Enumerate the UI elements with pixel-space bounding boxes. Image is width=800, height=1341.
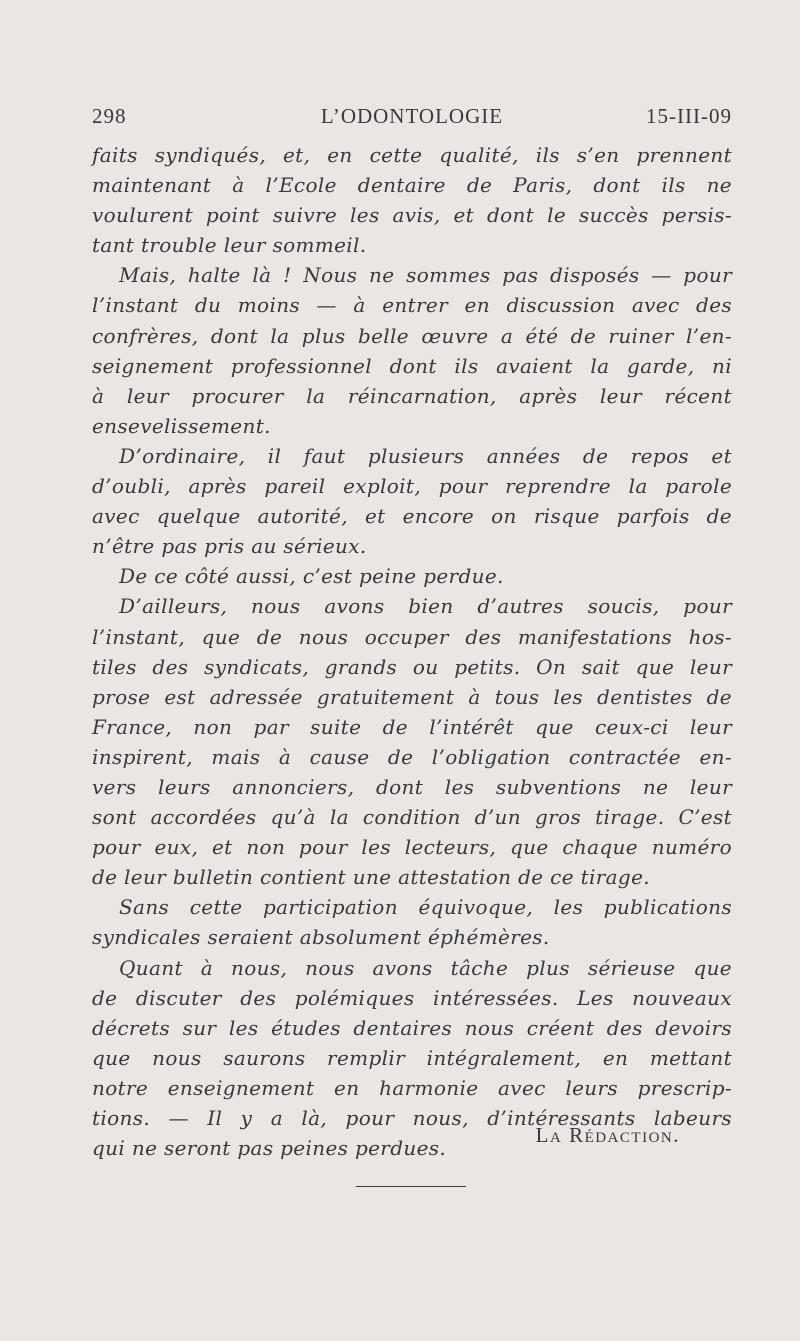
- text-line: à leur procurer la réincarnation, après leur récent: [92, 383, 732, 408]
- text-line: d’oubli, après pareil exploit, pour reprendre la parole: [92, 474, 732, 499]
- article-text: [92, 140, 732, 1163]
- signature: La Rédaction.: [535, 1123, 680, 1147]
- text-line: confrères, dont la plus belle œuvre a été de ruiner l’en-: [92, 323, 732, 348]
- paragraph-first-line: Mais, halte là ! Nous ne sommes pas disposés — pour: [119, 263, 732, 288]
- text-line: pour eux, et non pour les lecteurs, que chaque numéro: [92, 835, 732, 860]
- text-line: maintenant à l’Ecole dentaire de Paris, dont ils ne: [92, 173, 732, 198]
- paragraph-first-line: Quant à nous, nous avons tâche plus sérieuse que: [119, 955, 732, 980]
- text-line: voulurent point suivre les avis, et dont le succès persis-: [92, 203, 732, 228]
- text-line: l’instant du moins — à entrer en discussion avec des: [92, 293, 732, 318]
- page-header: [92, 104, 732, 134]
- paragraph-first-line: D’ordinaire, il faut plusieurs années de repos et: [119, 443, 732, 468]
- text-line: ensevelissement.: [92, 413, 271, 438]
- issue-date: 15-III-09: [646, 104, 732, 128]
- text-line: de discuter des polémiques intéressées. Les nouveaux: [92, 985, 732, 1010]
- text-line: n’être pas pris au sérieux.: [92, 534, 367, 559]
- running-title: L’ODONTOLOGIE: [320, 104, 504, 128]
- text-line: notre enseignement en harmonie avec leurs prescrip-: [92, 1075, 732, 1100]
- text-line: tiles des syndicats, grands ou petits. On sait que leur: [92, 654, 732, 679]
- text-line: tant trouble leur sommeil.: [92, 233, 367, 258]
- text-line: France, non par suite de l’intérêt que ceux-ci leur: [92, 714, 732, 739]
- text-line: vers leurs annonciers, dont les subventions ne leur: [92, 774, 732, 799]
- closing-rule: [356, 1186, 466, 1187]
- text-line: que nous saurons remplir intégralement, en mettant: [92, 1045, 732, 1070]
- text-line: syndicales seraient absolument éphémères.: [92, 925, 550, 950]
- paragraph-first-line: D’ailleurs, nous avons bien d’autres soucis, pour: [119, 594, 732, 619]
- text-line: inspirent, mais à cause de l’obligation contractée en-: [92, 744, 732, 769]
- text-line: prose est adressée gratuitement à tous les dentistes de: [92, 684, 732, 709]
- text-line: sont accordées qu’à la condition d’un gros tirage. C’est: [92, 805, 732, 830]
- paragraph-first-line: Sans cette participation équivoque, les publications: [119, 895, 732, 920]
- text-line: avec quelque autorité, et encore on risque parfois de: [92, 504, 732, 529]
- page-number: 298: [92, 104, 127, 128]
- paragraph-first-line: De ce côté aussi, c’est peine perdue.: [119, 564, 504, 589]
- text-line: l’instant, que de nous occuper des manifestations hos-: [92, 624, 732, 649]
- text-line: de leur bulletin contient une attestation de ce tirage.: [92, 865, 650, 890]
- text-line: faits syndiqués, et, en cette qualité, ils s’en prennent: [92, 143, 732, 167]
- text-line: tions. — Il y a là, pour nous, d’intéressants labeurs: [92, 1106, 732, 1130]
- text-line: seignement professionnel dont ils avaient la garde, ni: [92, 353, 732, 378]
- text-line: qui ne seront pas peines perdues.: [92, 1136, 447, 1161]
- text-line: décrets sur les études dentaires nous créent des devoirs: [92, 1015, 732, 1040]
